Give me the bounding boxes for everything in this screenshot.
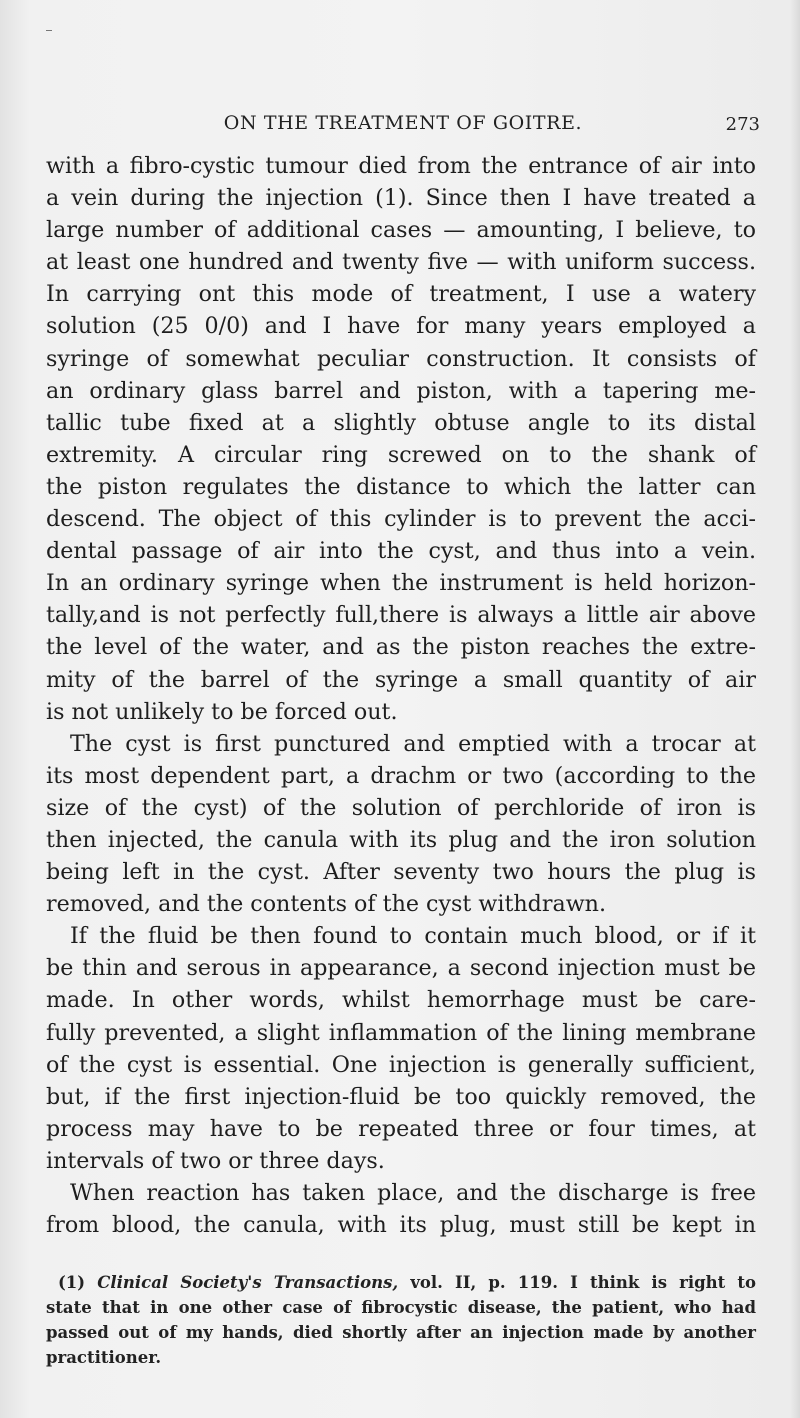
running-head <box>46 112 760 140</box>
text-line: In carrying ont this mode of treatment, I use a watery <box>46 281 756 308</box>
footnote-marker: (1) <box>58 1273 86 1292</box>
text-line: a vein during the injection (1). Since then I have treated a <box>46 185 756 212</box>
text-line: but, if the first injection-fluid be too quickly removed, the <box>46 1083 756 1110</box>
text-line: solution (25 0/0) and I have for many years employed a <box>46 313 756 340</box>
text-line: an ordinary glass barrel and piston, with a tapering me- <box>46 377 756 404</box>
footnote-line: practitioner. <box>46 1348 162 1367</box>
footnote <box>46 1270 756 1370</box>
text-line: of the cyst is essential. One injection is generally sufficient, <box>46 1051 756 1078</box>
text-line: made. In other words, whilst hemorrhage must be care- <box>46 987 756 1014</box>
running-title: ON THE TREATMENT OF GOITRE. <box>223 112 583 134</box>
text-line: In an ordinary syringe when the instrument is held horizon- <box>46 570 756 597</box>
page-number: 273 <box>725 114 760 135</box>
text-line: size of the cyst) of the solution of perchloride of iron is <box>46 794 756 821</box>
footnote-line <box>46 1270 756 1295</box>
footnote-text: vol. II, p. 119. I think is right to <box>410 1273 757 1292</box>
text-line: then injected, the canula with its plug and the iron solution <box>46 826 756 853</box>
text-line: descend. The object of this cylinder is to prevent the acci- <box>46 506 756 533</box>
text-line: at least one hundred and twenty five — with uniform success. <box>46 249 756 276</box>
text-line: removed, and the contents of the cyst withdrawn. <box>46 891 607 918</box>
text-line: syringe of somewhat peculiar construction. It consists of <box>46 345 756 372</box>
text-line: mity of the barrel of the syringe a small quantity of air <box>46 666 756 693</box>
text-line: tally,and is not perfectly full,there is always a little air above <box>46 602 756 629</box>
text-line: is not unlikely to be forced out. <box>46 698 398 725</box>
text-line: the piston regulates the distance to which the latter can <box>46 473 756 500</box>
text-line: from blood, the canula, with its plug, must still be kept in <box>46 1212 756 1239</box>
text-line: be thin and serous in appearance, a second injection must be <box>46 955 756 982</box>
text-line: When reaction has taken place, and the discharge is free <box>70 1180 756 1206</box>
text-line: with a fibro-cystic tumour died from the entrance of air into <box>46 153 756 179</box>
text-line: fully prevented, a slight inflammation of the lining membrane <box>46 1019 756 1046</box>
footnote-line: passed out of my hands, died shortly after an injection made by another <box>46 1323 756 1342</box>
text-line: intervals of two or three days. <box>46 1147 385 1174</box>
text-line: large number of additional cases — amounting, I believe, to <box>46 217 756 244</box>
text-line: the level of the water, and as the piston reaches the extre- <box>46 634 756 661</box>
text-line: dental passage of air into the cyst, and thus into a vein. <box>46 538 756 565</box>
text-line: its most dependent part, a drachm or two (according to the <box>46 762 756 789</box>
footnote-line: state that in one other case of fibrocystic disease, the patient, who had <box>46 1298 756 1317</box>
text-line: tallic tube fixed at a slightly obtuse angle to its distal <box>46 409 756 436</box>
text-line: extremity. A circular ring screwed on to the shank of <box>46 441 756 468</box>
body-text <box>46 150 756 1241</box>
text-line: If the fluid be then found to contain much blood, or if it <box>70 923 756 950</box>
text-line: The cyst is first punctured and emptied with a trocar at <box>70 730 756 757</box>
text-line: being left in the cyst. After seventy two hours the plug is <box>46 859 756 886</box>
text-line: process may have to be repeated three or four times, at <box>46 1115 756 1142</box>
edge-mark <box>46 30 52 31</box>
footnote-source: Clinical Society's Transactions, <box>97 1273 399 1292</box>
